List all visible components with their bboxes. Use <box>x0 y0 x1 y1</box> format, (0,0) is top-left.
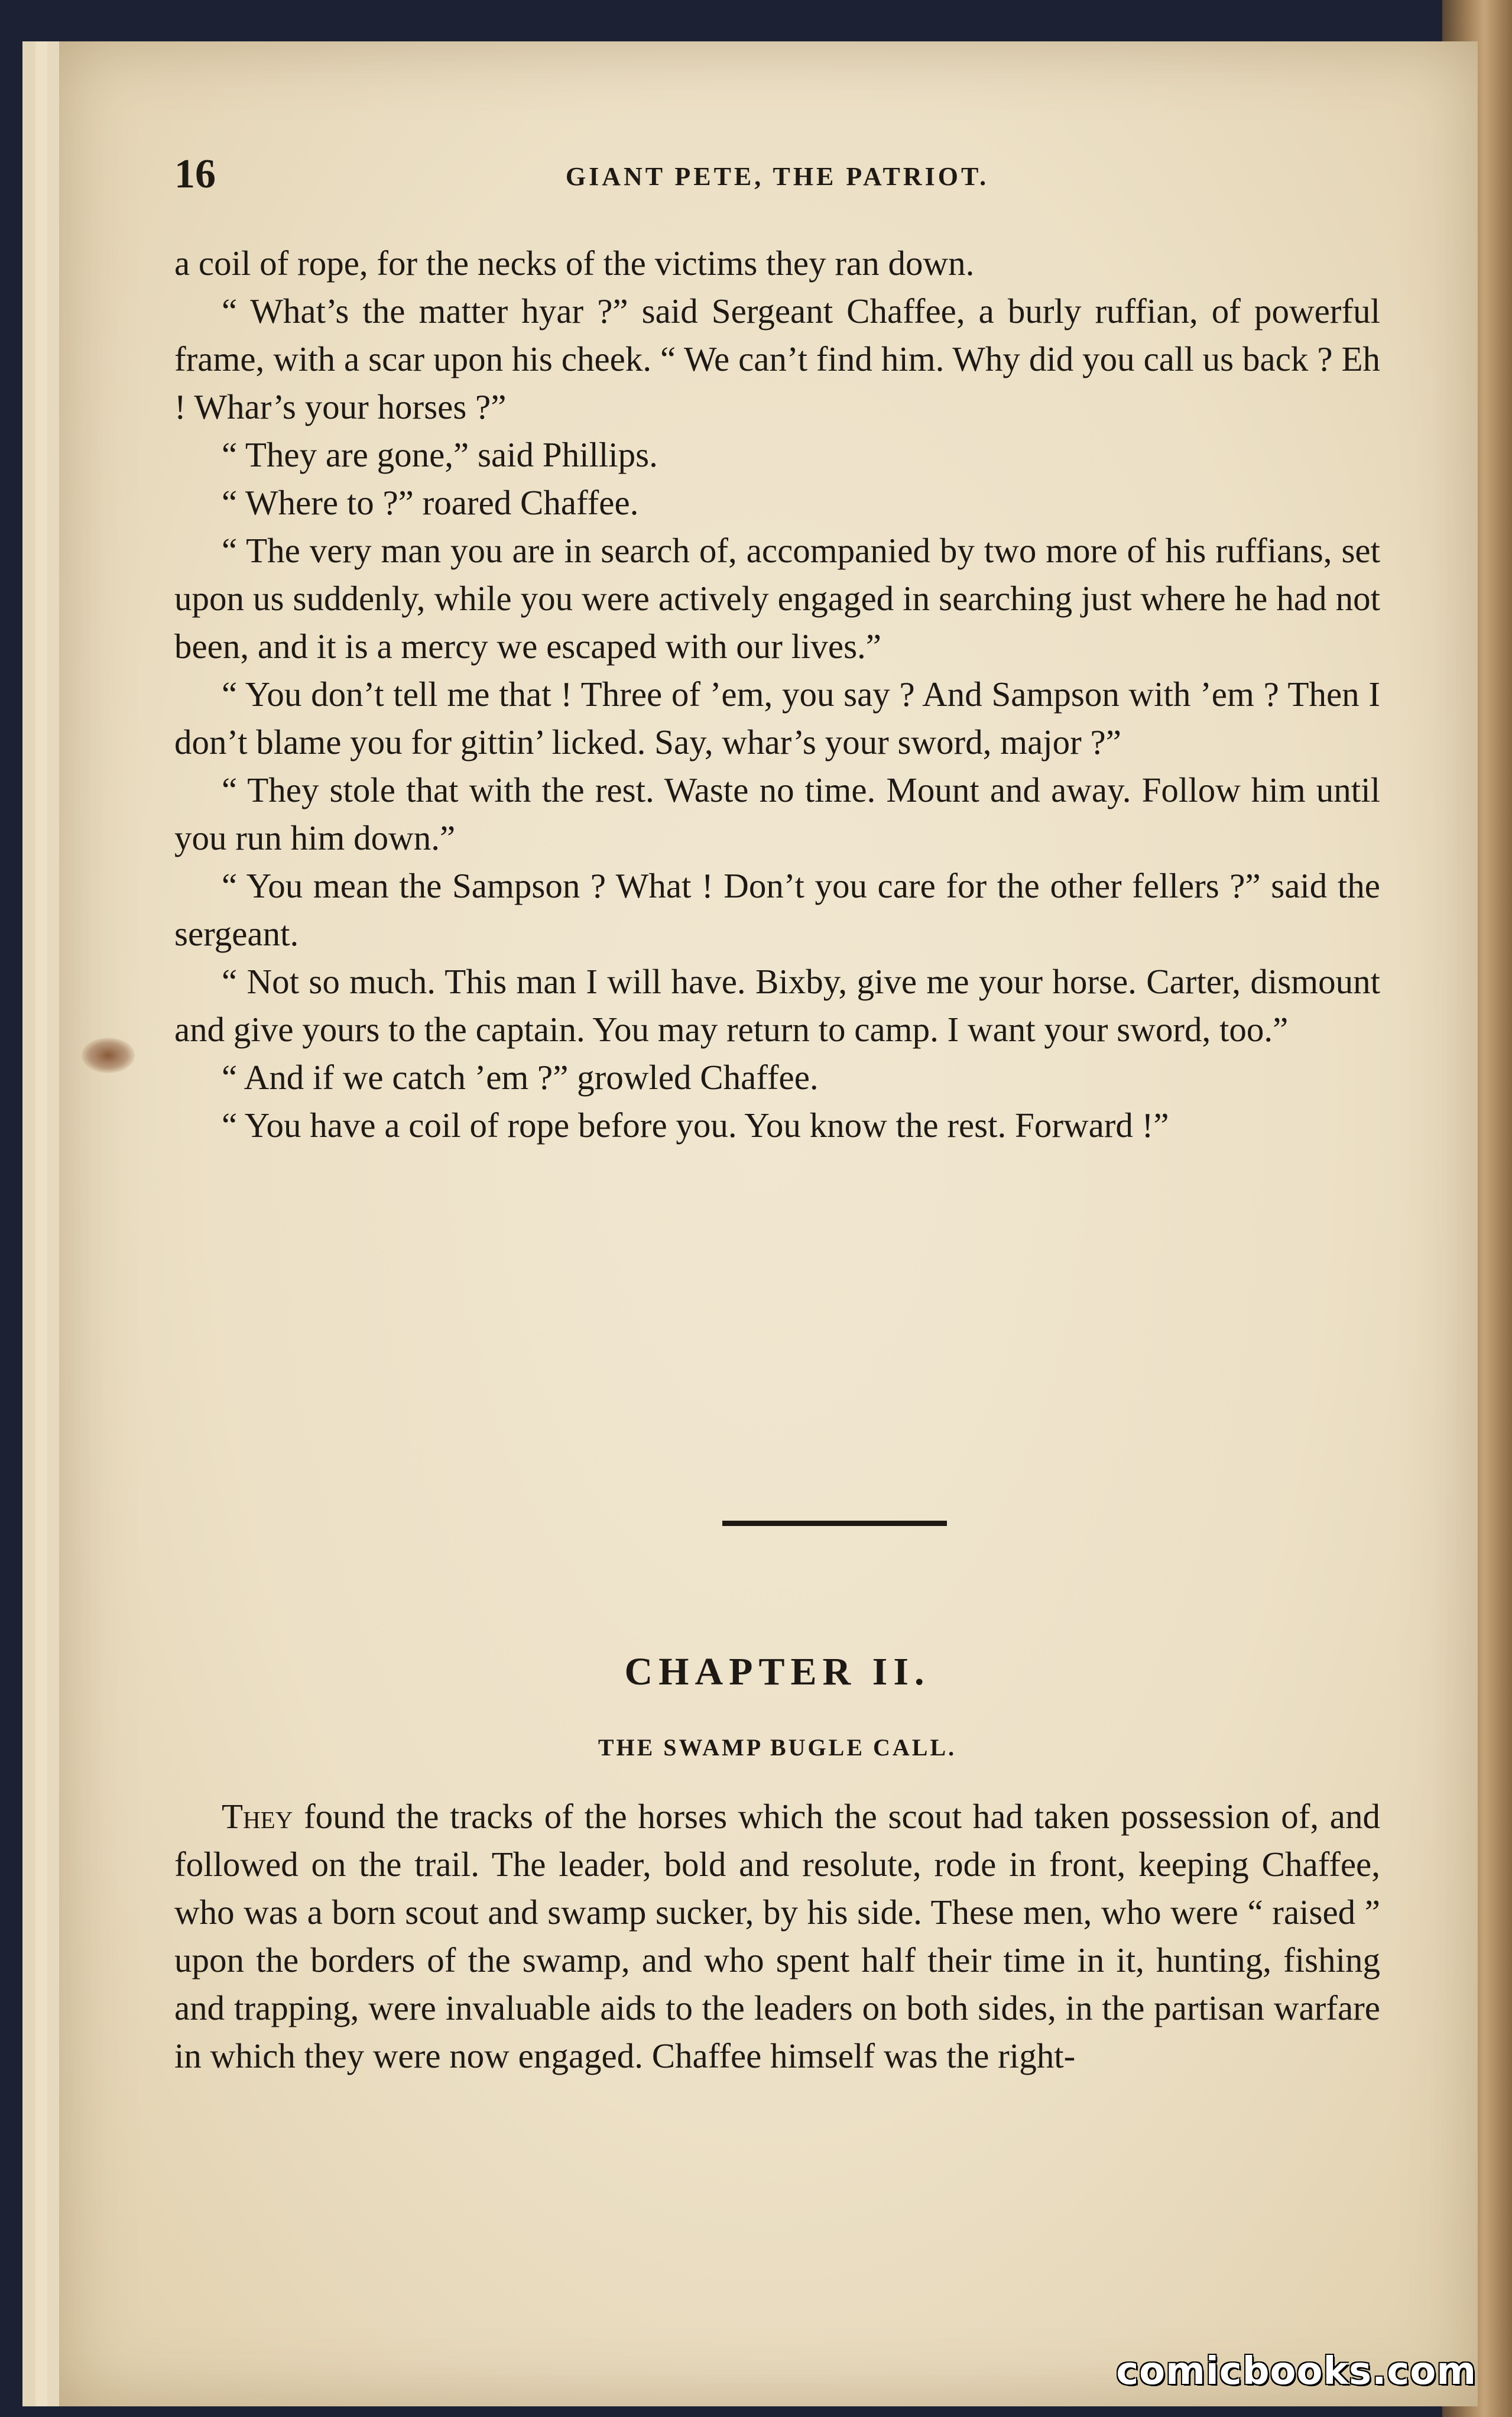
page-header <box>174 151 1380 204</box>
paragraph: “ Not so much. This man I will have. Bixby, give me your horse. Carter, dismount and give yours to the captain. You may return to camp. I want your sword, too.” <box>174 962 1380 1049</box>
page-number: 16 <box>174 151 216 197</box>
chapter-first-word: They <box>222 1797 293 1836</box>
chapter-subtitle: THE SWAMP BUGLE CALL. <box>598 1734 957 1761</box>
paragraph: “ And if we catch ’em ?” growled Chaffee. <box>222 1058 819 1097</box>
body-text <box>174 239 1380 1149</box>
paragraph: “ What’s the matter hyar ?” said Sergeant Chaffee, a burly ruffian, of powerful frame, with a scar upon his cheek. “ We can’t find him. Why did you call us back ? Eh ! Whar’s your horses ?” <box>174 291 1380 426</box>
paragraph: “ They stole that with the rest. Waste no time. Mount and away. Follow him until you run him down.” <box>174 770 1380 857</box>
paragraph: a coil of rope, for the necks of the victims they ran down. <box>174 244 975 283</box>
running-title: GIANT PETE, THE PATRIOT. <box>565 162 989 191</box>
paragraph: “ You don’t tell me that ! Three of ’em, you say ? And Sampson with ’em ? Then I don’t blame you for gittin’ licked. Say, whar’s your sword, major ?” <box>174 675 1380 762</box>
chapter-paragraph-text: found the tracks of the horses which the scout had taken possession of, and followed on the trail. The leader, bold and resolute, rode in front, keeping Chaffee, who was a born scout and swamp sucker, by his side. These men, who were “ raised ” upon the borders of the swamp, and who spent half their time in it, hunting, fishing and trapping, were invaluable aids to the leaders on both sides, in the partisan warfare in which they were now engaged. Chaffee himself was the right- <box>174 1797 1380 2075</box>
paragraph: “ You have a coil of rope before you. You know the rest. Forward !” <box>222 1106 1169 1145</box>
chapter-title: CHAPTER II. <box>624 1650 930 1693</box>
watermark: comicbooks.com <box>1116 2350 1477 2393</box>
paragraph: “ The very man you are in search of, accompanied by two more of his ruffians, set upon us suddenly, while you were actively engaged in searching just where he had not been, and it is a mercy we escaped with our lives.” <box>174 531 1380 666</box>
chapter-paragraph <box>174 1793 1380 2080</box>
page-stain <box>82 1038 135 1073</box>
paragraph: “ Where to ?” roared Chaffee. <box>222 483 639 522</box>
chapter-text <box>174 1793 1380 2080</box>
paragraph: “ They are gone,” said Phillips. <box>222 435 658 474</box>
paragraph: “ You mean the Sampson ? What ! Don’t you care for the other fellers ?” said the sergeant. <box>174 866 1380 953</box>
section-divider <box>722 1521 947 1526</box>
